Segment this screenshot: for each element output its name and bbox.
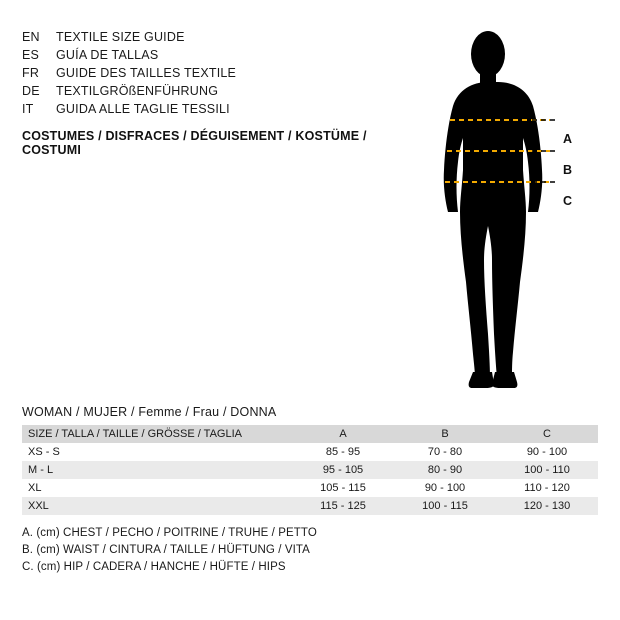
figure-illustration [400, 20, 620, 390]
header-size: SIZE / TALLA / TAILLE / GRÖSSE / TAGLIA [28, 428, 242, 440]
language-text: GUÍA DE TALLAS [56, 48, 159, 62]
legend-line-a: A. (cm) CHEST / PECHO / POITRINE / TRUHE / PETTO [22, 527, 317, 539]
cell-b: 100 - 115 [422, 500, 468, 512]
table-row [22, 443, 598, 461]
legend-line-c: C. (cm) HIP / CADERA / HANCHE / HÜFTE / HIPS [22, 561, 286, 573]
measure-label-c: C [563, 194, 573, 208]
language-text: GUIDA ALLE TAGLIE TESSILI [56, 102, 230, 116]
table-caption: WOMAN / MUJER / Femme / Frau / DONNA [22, 405, 277, 419]
language-header [22, 30, 422, 157]
cell-b: 80 - 90 [427, 464, 463, 476]
header-b: B [441, 428, 449, 440]
legend-line-b: B. (cm) WAIST / CINTURA / TAILLE / HÜFTUNG / VITA [22, 544, 310, 556]
language-code: ES [22, 48, 40, 62]
language-code: IT [22, 102, 34, 116]
size-table [22, 425, 598, 515]
language-text: TEXTILGRÖßENFÜHRUNG [56, 84, 219, 98]
cell-a: 105 - 115 [320, 482, 366, 494]
cell-c: 110 - 120 [524, 482, 570, 494]
cell-size: XL [28, 482, 42, 494]
language-row [22, 30, 422, 44]
cell-a: 85 - 95 [325, 446, 361, 458]
language-row [22, 84, 422, 98]
measure-label-b: B [563, 163, 573, 177]
language-code: EN [22, 30, 40, 44]
costumes-subtitle: COSTUMES / DISFRACES / DÉGUISEMENT / KOSTÜME / COSTUMI [22, 129, 367, 157]
table-row [22, 461, 598, 479]
language-row [22, 48, 422, 62]
cell-a: 95 - 105 [322, 464, 364, 476]
cell-b: 70 - 80 [427, 446, 463, 458]
header-c: C [543, 428, 551, 440]
language-row [22, 66, 422, 80]
language-text: GUIDE DES TAILLES TEXTILE [56, 66, 237, 80]
language-code: DE [22, 84, 40, 98]
measure-label-a: A [563, 132, 573, 146]
cell-c: 90 - 100 [526, 446, 568, 458]
cell-size: XS - S [28, 446, 60, 458]
cell-c: 120 - 130 [523, 500, 571, 512]
language-row [22, 102, 422, 116]
header-a: A [339, 428, 347, 440]
cell-size: M - L [28, 464, 54, 476]
language-code: FR [22, 66, 40, 80]
table-row [22, 497, 598, 515]
size-table-section [22, 405, 598, 515]
table-header-row [22, 425, 598, 443]
cell-a: 115 - 125 [320, 500, 366, 512]
measurement-legend [22, 527, 422, 578]
female-silhouette-icon [400, 20, 620, 390]
table-row [22, 479, 598, 497]
cell-c: 100 - 110 [524, 464, 570, 476]
language-text: TEXTILE SIZE GUIDE [56, 30, 185, 44]
cell-b: 90 - 100 [424, 482, 466, 494]
cell-size: XXL [28, 500, 49, 512]
